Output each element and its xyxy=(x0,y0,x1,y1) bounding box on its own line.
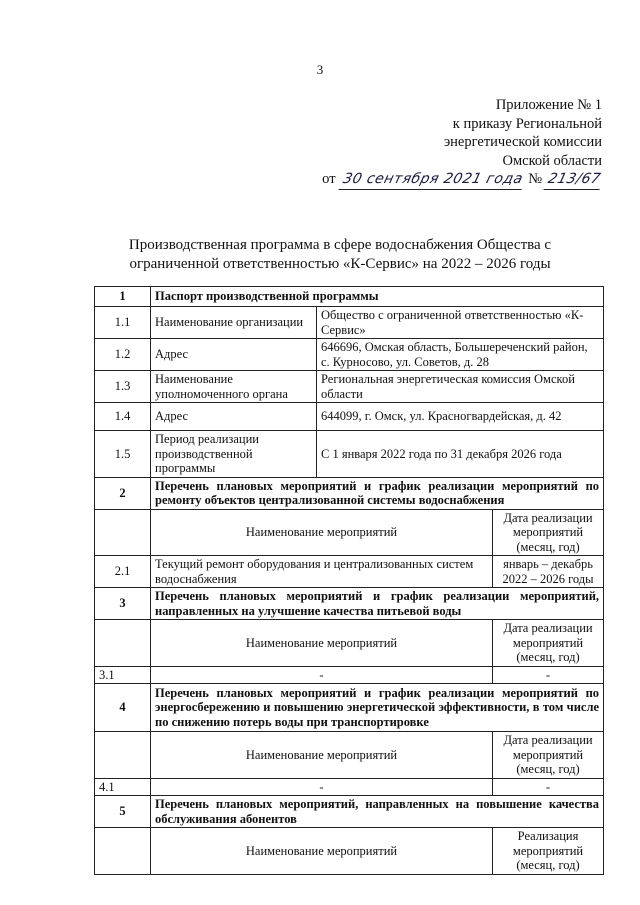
section-title: Паспорт производственной программы xyxy=(151,287,604,307)
table-row xyxy=(95,307,604,339)
document-title: Производственная программа в сфере водоснабжения Общества с ограниченной ответственностью «К-Сервис» на 2022 – 2026 годы xyxy=(128,237,552,272)
section-title: Перечень плановых мероприятий и график реализации мероприятий по ремонту объектов централизованной системы водоснабжения xyxy=(151,477,604,509)
row-number: 1.3 xyxy=(95,371,151,403)
row-date: январь – декабрь 2022 – 2026 годы xyxy=(493,556,604,588)
row-label: Период реализации производственной программы xyxy=(151,431,317,478)
row-label: Адрес xyxy=(151,403,317,431)
table-row xyxy=(95,796,604,828)
column-header-date: Дата реализации мероприятий (месяц, год) xyxy=(493,509,604,556)
row-activity: Текущий ремонт оборудования и централизованных систем водоснабжения xyxy=(151,556,493,588)
handwritten-number: 213/67 xyxy=(543,170,604,190)
table-row xyxy=(95,556,604,588)
row-activity: - xyxy=(151,778,493,796)
table-row xyxy=(95,477,604,509)
table-row xyxy=(95,666,604,684)
row-value: Региональная энергетическая комиссия Омской области xyxy=(317,371,604,403)
row-number: 3.1 xyxy=(95,666,151,684)
row-number: 4.1 xyxy=(95,778,151,796)
program-table xyxy=(94,286,604,875)
table-row xyxy=(95,684,604,732)
appendix-line: Приложение № 1 xyxy=(495,97,602,113)
table-row xyxy=(95,371,604,403)
row-value: 644099, г. Омск, ул. Красногвардейская, д. 42 xyxy=(317,403,604,431)
table-row xyxy=(95,339,604,371)
column-header-date: Реализация мероприятий (месяц, год) xyxy=(493,828,604,875)
row-number: 1.2 xyxy=(95,339,151,371)
from-prefix: от xyxy=(322,171,336,187)
row-number: 2.1 xyxy=(95,556,151,588)
appendix-line: к приказу Региональной xyxy=(452,115,602,132)
row-label: Адрес xyxy=(151,339,317,371)
row-number: 1.5 xyxy=(95,431,151,478)
row-value: Общество с ограниченной ответственностью «К-Сервис» xyxy=(317,307,604,339)
section-title: Перечень плановых мероприятий и график реализации мероприятий, направленных на улучшение качества питьевой воды xyxy=(151,588,604,620)
row-date: - xyxy=(493,778,604,796)
row-number: 1.1 xyxy=(95,307,151,339)
section-title: Перечень плановых мероприятий, направленных на повышение качества обслуживания абонентов xyxy=(151,796,604,828)
empty-cell xyxy=(95,620,151,667)
table-row xyxy=(95,828,604,875)
row-number: 1.4 xyxy=(95,403,151,431)
handwritten-date: 30 сентября 2021 года xyxy=(339,170,527,190)
section-number: 4 xyxy=(95,684,151,732)
table-row xyxy=(95,509,604,556)
row-value: С 1 января 2022 года по 31 декабря 2026 года xyxy=(317,431,604,478)
section-number: 5 xyxy=(95,796,151,828)
column-header-date: Дата реализации мероприятий (месяц, год) xyxy=(493,732,604,779)
row-label: Наименование уполномоченного органа xyxy=(151,371,317,403)
row-label: Наименование организации xyxy=(151,307,317,339)
table-row xyxy=(95,620,604,667)
appendix-header xyxy=(322,96,602,190)
column-header-name: Наименование мероприятий xyxy=(151,732,493,779)
empty-cell xyxy=(95,732,151,779)
table-row xyxy=(95,778,604,796)
table-row xyxy=(95,588,604,620)
appendix-line: энергетической комиссии xyxy=(443,134,602,150)
table-row xyxy=(95,403,604,431)
page-number: 3 xyxy=(316,62,324,77)
number-prefix: № xyxy=(528,171,543,187)
row-date: - xyxy=(493,666,604,684)
section-title: Перечень плановых мероприятий и график реализации мероприятий по энергосбережению и повышению энергетической эффективности, в том числе по снижению потерь воды при транспортировке xyxy=(151,684,604,732)
section-number: 1 xyxy=(95,287,151,307)
section-number: 3 xyxy=(95,588,151,620)
column-header-name: Наименование мероприятий xyxy=(151,509,493,556)
column-header-date: Дата реализации мероприятий (месяц, год) xyxy=(493,620,604,667)
appendix-line: Омской области xyxy=(502,152,602,169)
appendix-date-line xyxy=(322,170,602,190)
column-header-name: Наименование мероприятий xyxy=(151,620,493,667)
row-value: 646696, Омская область, Большереченский район, с. Курносово, ул. Советов, д. 28 xyxy=(317,339,604,371)
table-row xyxy=(95,431,604,478)
empty-cell xyxy=(95,509,151,556)
empty-cell xyxy=(95,828,151,875)
table-row xyxy=(95,287,604,307)
column-header-name: Наименование мероприятий xyxy=(151,828,493,875)
row-activity: - xyxy=(151,666,493,684)
table-row xyxy=(95,732,604,779)
section-number: 2 xyxy=(95,477,151,509)
